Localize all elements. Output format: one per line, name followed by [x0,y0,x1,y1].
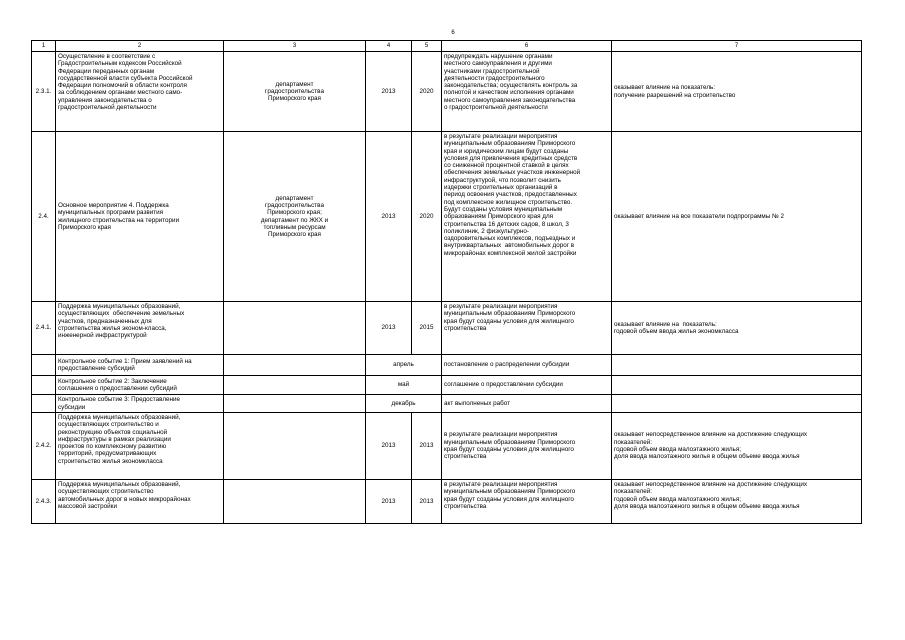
header-cell-3: 3 [224,41,366,52]
measure-name: Осуществление в соответствие с Градостроительным кодексом Российской Федерации переданных органам государственной власти субъекта Российской Федерации полномочий в области контроля за соблюдением органами местного само- управления законодательства о градостроительной деятельности [56,52,224,132]
executor [224,376,366,395]
end-year: 2013 [412,413,442,480]
expected-result: в результате реализации мероприятия муниципальным образованиям Приморского края и юридическим лицам будут созданы условия для привлечения кредитных средств со сниженной процентной ставкой в целях обеспечения земельных участков инженерной инфраструктурой, что позволит снизить издержки строительных организаций в период освоения участков, предоставленных под комплексное жилищное строительство. Будут созданы условия муниципальным образованиям Приморского края для строительства 16 детских садов, 8 школ, 3 поликлиник, 2 физкультурно- оздоровительных комплексов, подъездных и внутриквартальных автомобильных дорог в микрорайонах комплексной жилой застройки [442,132,612,302]
start-year: 2013 [366,132,412,302]
measures-table [31,40,862,524]
indicator-link [612,355,862,376]
header-cell-7: 7 [612,41,862,52]
control-event-date: декабрь [366,395,442,413]
header-row [32,41,862,52]
executor [224,302,366,355]
measure-name: Поддержка муниципальных образований, осуществляющих строительство автомобильных дорог в новых микрорайонах массовой застройки [56,480,224,524]
indicator-link: оказывает влияние на показатель: годовой объем ввода жилья экономкласса [612,302,862,355]
expected-result: в результате реализации мероприятия муниципальным образованиям Приморского края будут созданы условия для жилищного строительства [442,413,612,480]
executor [224,480,366,524]
executor: департамент градостроительства Приморского края [224,52,366,132]
row-number: 2.4.2. [32,413,56,480]
expected-result: в результате реализации мероприятия муниципальным образованиям Приморского края будут созданы условия для жилищного строительства [442,480,612,524]
end-year: 2020 [412,132,442,302]
control-event-row [32,355,862,376]
table-row [32,413,862,480]
executor [224,355,366,376]
start-year: 2013 [366,480,412,524]
control-event-name: Контрольное событие 2: Заключение соглашения о предоставлении субсидий [56,376,224,395]
measure-name: Поддержка муниципальных образований, осуществляющих строительство и реконструкцию объектов социальной инфраструктуры в рамках реализации проектов по комплексному развитию территорий, предусматривающих строительство жилья экономкласса [56,413,224,480]
control-event-result: постановление о распределении субсидии [442,355,612,376]
control-event-date: апрель [366,355,442,376]
start-year: 2013 [366,413,412,480]
measure-name: Поддержка муниципальных образований, осуществляющих обеспечение земельных участков, предназначенных для строительства жилья эконом-класса, инженерной инфраструктурой [56,302,224,355]
indicator-link: оказывает влияние на показатель: получение разрешений на строительство [612,52,862,132]
control-event-result: акт выполненых работ [442,395,612,413]
end-year: 2013 [412,480,442,524]
row-number [32,355,56,376]
indicator-link: оказывает непосредственное влияние на достижение следующих показателей: годовой объем ввода малоэтажного жилья; доля ввода малоэтажного жилья в общем объеме ввода жилья [612,413,862,480]
control-event-name: Контрольное событие 1: Прием заявлений на предоставление субсидий [56,355,224,376]
indicator-link [612,395,862,413]
row-number [32,395,56,413]
table-row [32,132,862,302]
expected-result: предупреждать нарушение органами местного самоуправления и другими участниками градостроительной деятельности градостроительного законодательства; осуществлять контроль за полнотой и качеством исполнения органами местного самоуправления законодательства о градостроительной деятельности [442,52,612,132]
table-row [32,480,862,524]
header-cell-6: 6 [442,41,612,52]
indicator-link [612,376,862,395]
control-event-name: Контрольное событие 3: Предоставление субсидии [56,395,224,413]
table-row [32,52,862,132]
row-number: 2.4.3. [32,480,56,524]
start-year: 2013 [366,302,412,355]
executor [224,395,366,413]
indicator-link: оказывает влияние на все показатели подпрограммы № 2 [612,132,862,302]
header-cell-4: 4 [366,41,412,52]
header-cell-1: 1 [32,41,56,52]
control-event-row [32,395,862,413]
end-year: 2015 [412,302,442,355]
row-number: 2.4. [32,132,56,302]
executor [224,413,366,480]
control-event-date: май [366,376,442,395]
row-number: 2.4.1. [32,302,56,355]
header-cell-2: 2 [56,41,224,52]
executor: департамент градостроительства Приморского края; департамент по ЖКХ и топливным ресурсам Приморского края [224,132,366,302]
control-event-result: соглашение о предоставлении субсидии [442,376,612,395]
indicator-link: оказывает непосредственное влияние на достижение следующих показателей: годовой объем ввода малоэтажного жилья; доля ввода малоэтажного жилья в общем объеме ввода жилья [612,480,862,524]
control-event-row [32,376,862,395]
end-year: 2020 [412,52,442,132]
start-year: 2013 [366,52,412,132]
row-number [32,376,56,395]
table-row [32,302,862,355]
expected-result: в результате реализации мероприятия муниципальным образованиям Приморского края будут созданы условия для жилищного строительства [442,302,612,355]
row-number: 2.3.1. [32,52,56,132]
header-cell-5: 5 [412,41,442,52]
page-number: 6 [451,30,455,36]
measure-name: Основное мероприятие 4. Поддержка муниципальных программ развития жилищного строительства на территории Приморского края [56,132,224,302]
